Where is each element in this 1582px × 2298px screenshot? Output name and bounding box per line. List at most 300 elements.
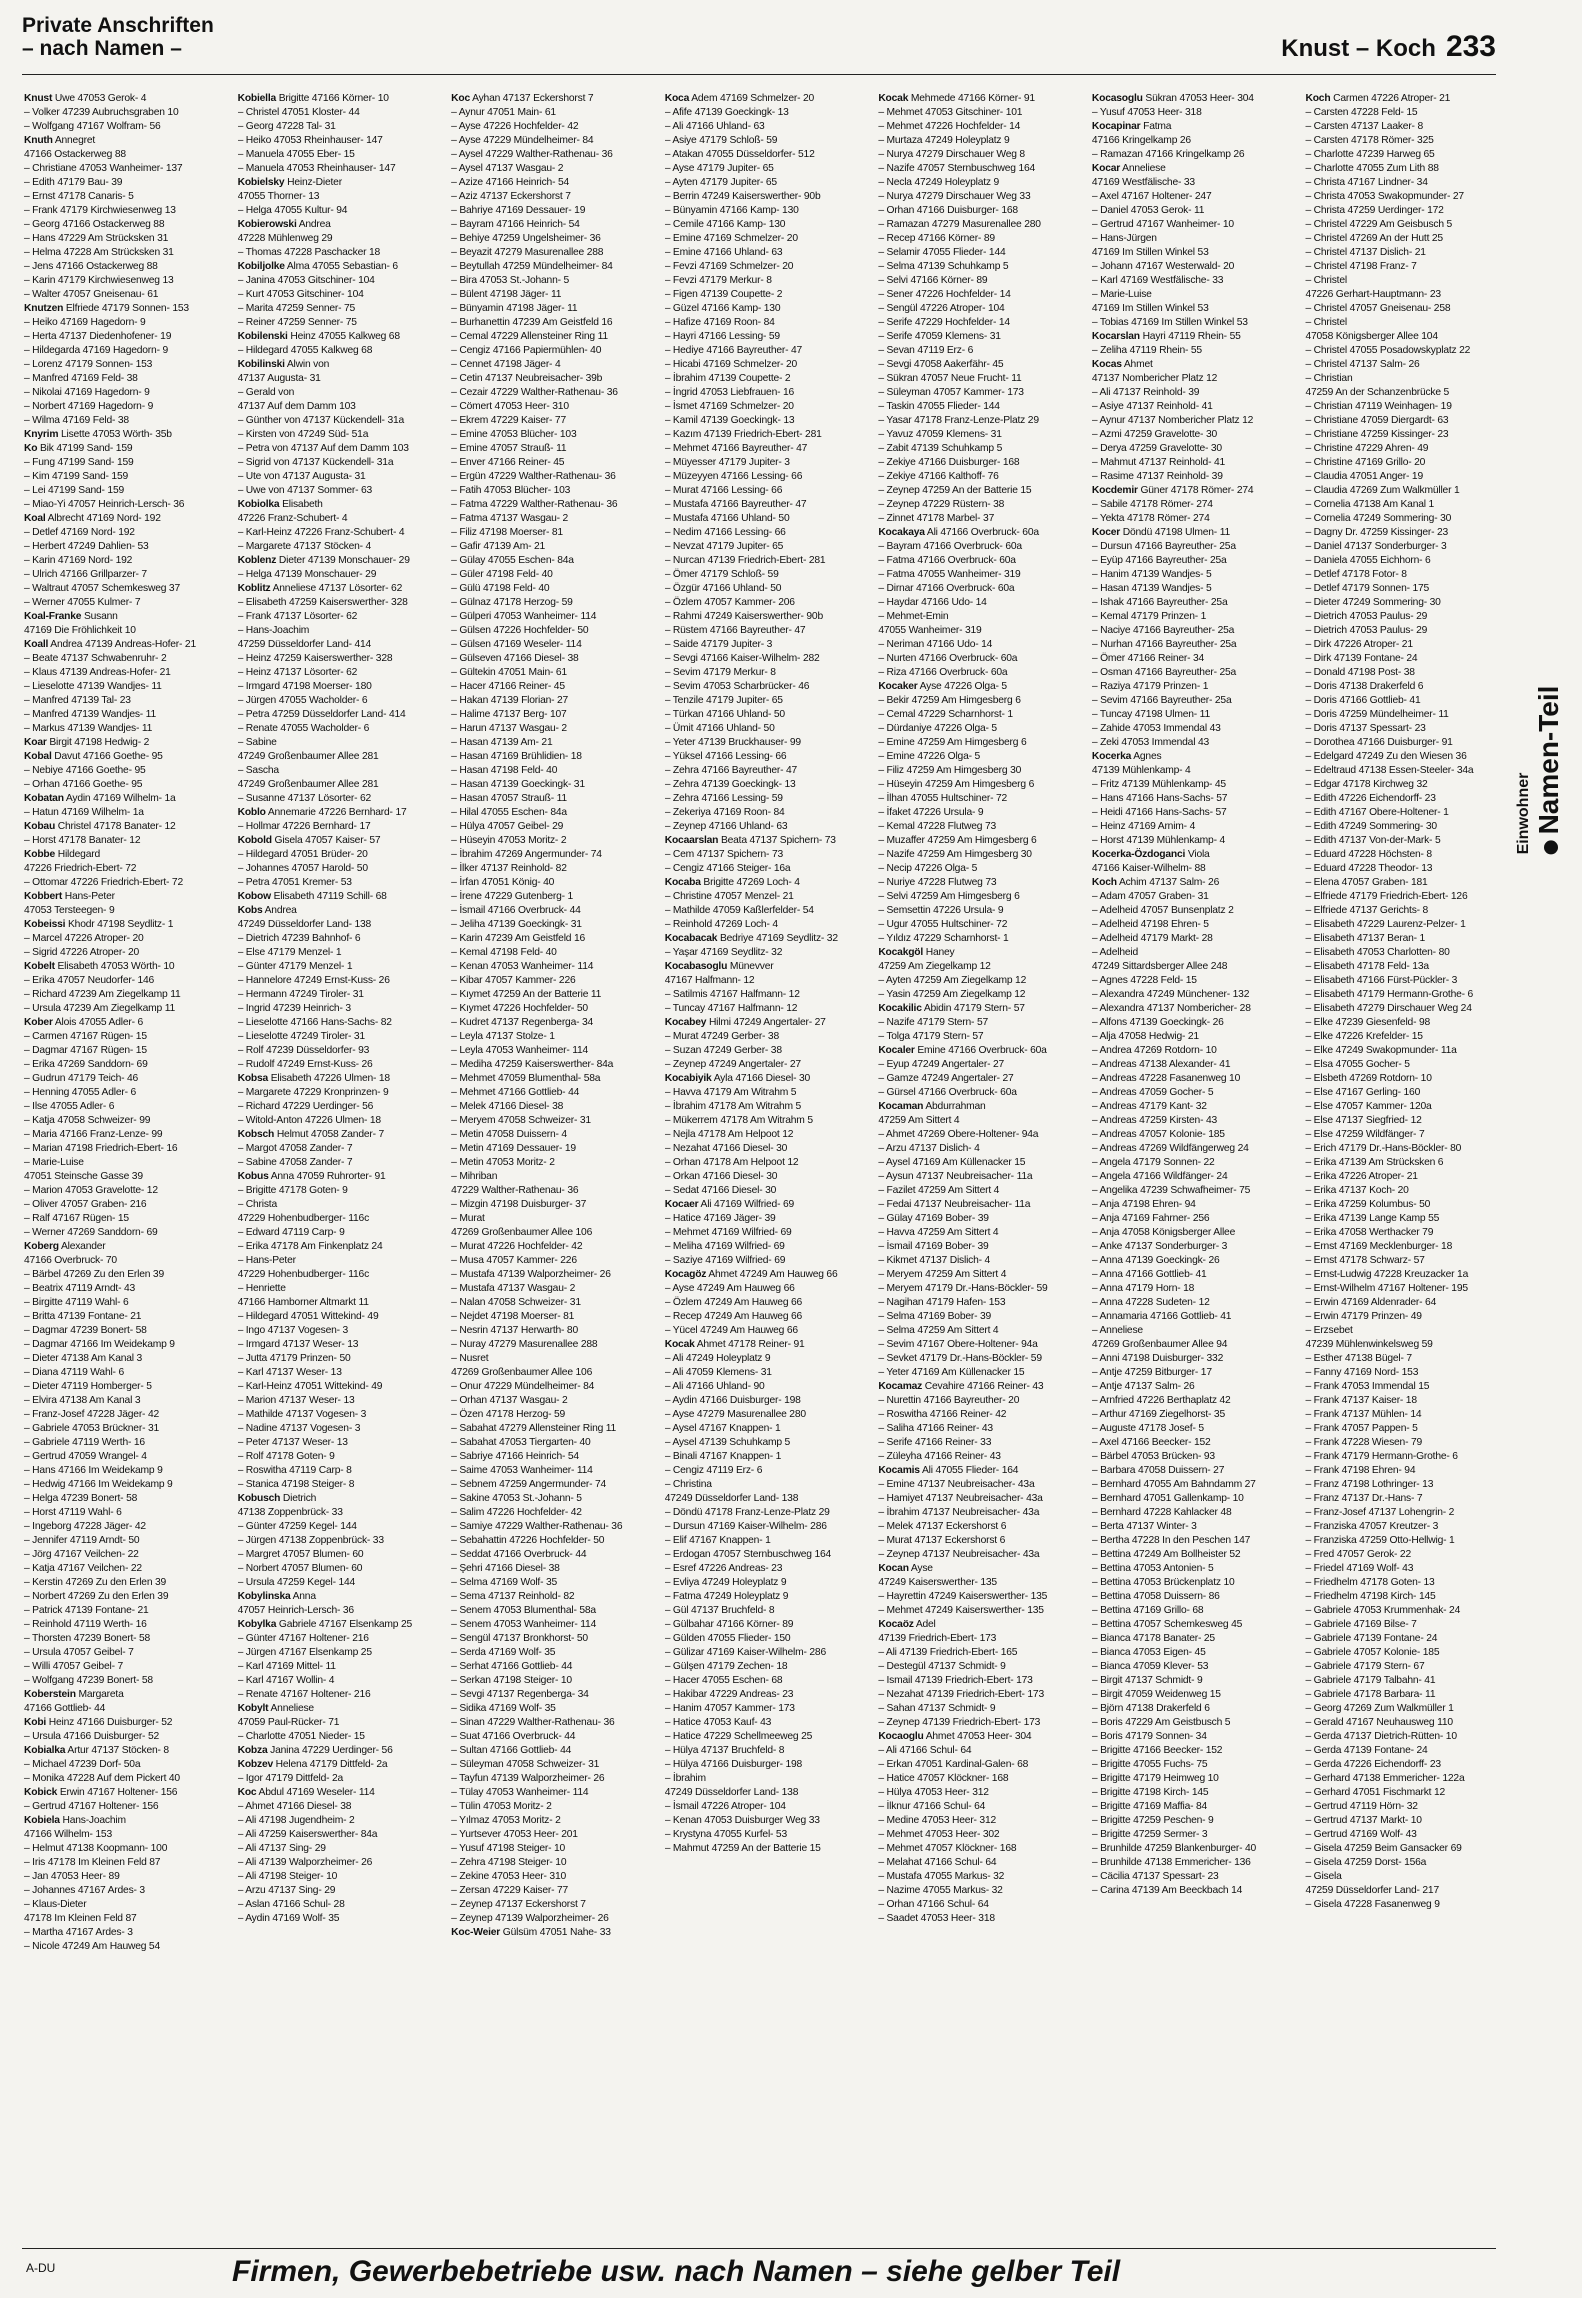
surname: Kobow xyxy=(237,891,271,902)
entry-details: – Carsten 47137 Laaker- 8 xyxy=(1305,121,1423,132)
entry-details: – Dietrich 47053 Paulus- 29 xyxy=(1305,625,1428,636)
entry-details: – Bettina 47053 Brückenplatz 10 xyxy=(1091,1577,1235,1588)
entry-details: 47229 Hohenbudberger- 116c xyxy=(237,1213,370,1224)
listing-entry xyxy=(238,652,447,666)
entry-details: – Hüseyin 47259 Am Himgesberg 6 xyxy=(878,779,1035,790)
entry-details: – Dirk 47139 Fontane- 24 xyxy=(1305,653,1418,664)
listing-entry xyxy=(1305,1240,1514,1254)
listing-entry xyxy=(24,932,233,946)
entry-details: – Zekiye 47166 Duisburger- 168 xyxy=(878,457,1020,468)
entry-details: – Kamil 47139 Goeckingk- 13 xyxy=(664,415,795,426)
entry-details: – Raziya 47179 Prinzen- 1 xyxy=(1091,681,1209,692)
entry-details: Dietrich xyxy=(282,1493,317,1504)
entry-details: – Dagmar 47167 Rügen- 15 xyxy=(24,1045,147,1056)
entry-details: Anna 47059 Ruhrorter- 91 xyxy=(270,1171,386,1182)
listing-entry xyxy=(665,1282,874,1296)
entry-details: – Antje 47137 Salm- 26 xyxy=(1091,1381,1195,1392)
listing-entry xyxy=(238,190,447,204)
listing-entry xyxy=(451,1324,660,1338)
listing-entry xyxy=(665,484,874,498)
listing-entry xyxy=(451,1030,660,1044)
entry-details: – Lorenz 47179 Sonnen- 153 xyxy=(24,359,153,370)
surname: Kocas xyxy=(1091,359,1122,370)
entry-details: – Kenan 47053 Wanheimer- 114 xyxy=(451,961,594,972)
entry-details: Bedriye 47169 Seydlitz- 32 xyxy=(719,933,838,944)
listing-entry xyxy=(665,358,874,372)
entry-details: – Derya 47259 Gravelotte- 30 xyxy=(1091,443,1222,454)
entry-details: – Dirk 47226 Atroper- 21 xyxy=(1305,639,1413,650)
listing-entry xyxy=(24,1002,233,1016)
listing-entry xyxy=(238,1618,447,1632)
entry-details: – Gamze 47249 Angertaler- 27 xyxy=(878,1073,1014,1084)
listing-entry xyxy=(665,442,874,456)
entry-details: – Roswitha 47119 Carp- 8 xyxy=(237,1465,352,1476)
listing-entry xyxy=(665,750,874,764)
listing-entry xyxy=(238,1170,447,1184)
listing-entry xyxy=(24,1324,233,1338)
surname: Kocapinar xyxy=(1091,121,1141,132)
listing-entry xyxy=(24,1898,233,1912)
entry-details: – Gertrud 47169 Wolf- 43 xyxy=(1305,1829,1417,1840)
entry-details: 47259 Düsseldorfer Land- 217 xyxy=(1305,1885,1439,1896)
listing-entry xyxy=(665,1044,874,1058)
entry-details: – Suat 47166 Overbruck- 44 xyxy=(451,1731,576,1742)
listing-entry xyxy=(1092,344,1301,358)
entry-details: Hans-Joachim xyxy=(62,1815,126,1826)
entry-details: – Marie-Luise xyxy=(1091,289,1152,300)
listing-entry xyxy=(238,274,447,288)
entry-details: – Dietrich 47053 Paulus- 29 xyxy=(1305,611,1428,622)
listing-entry xyxy=(665,666,874,680)
listing-entry xyxy=(1092,1646,1301,1660)
listing-entry xyxy=(1092,932,1301,946)
entry-details: – Bettina 47169 Grillo- 68 xyxy=(1091,1605,1204,1616)
listing-entry xyxy=(1092,1660,1301,1674)
listing-entry xyxy=(24,610,233,624)
entry-details: 47226 Friedrich-Ebert- 72 xyxy=(24,863,137,874)
listing-entry xyxy=(878,92,1087,106)
entry-details: – Bärbel 47269 Zu den Erlen 39 xyxy=(24,1269,164,1280)
entry-details: – Doris 47138 Drakerfeld 6 xyxy=(1305,681,1424,692)
entry-details: – Emine 47259 Am Himgesberg 6 xyxy=(878,737,1027,748)
listing-column xyxy=(665,92,874,2242)
entry-details: – Hasan 47139 Wandjes- 5 xyxy=(1091,583,1212,594)
listing-entry xyxy=(878,792,1087,806)
listing-entry xyxy=(451,246,660,260)
entry-details: – Sinan 47229 Walther-Rathenau- 36 xyxy=(451,1717,615,1728)
entry-details: – Fevzi 47179 Merkur- 8 xyxy=(664,275,772,286)
listing-entry xyxy=(1305,1506,1514,1520)
entry-details: – Doris 47259 Mündelheimer- 11 xyxy=(1305,709,1449,720)
listing-entry xyxy=(451,1674,660,1688)
entry-details: – Özgür 47166 Uhland- 50 xyxy=(664,583,782,594)
listing-entry xyxy=(665,400,874,414)
listing-entry xyxy=(24,652,233,666)
entry-details: – İlhan 47055 Hultschiner- 72 xyxy=(878,793,1008,804)
entry-details: – İsmail 47169 Bober- 39 xyxy=(878,1241,989,1252)
listing-entry xyxy=(24,624,233,638)
listing-entry xyxy=(238,1002,447,1016)
entry-details: – Burhanettin 47239 Am Geistfeld 16 xyxy=(451,317,613,328)
listing-entry xyxy=(1305,1856,1514,1870)
listing-entry xyxy=(665,176,874,190)
entry-details: – Sabile 47178 Römer- 274 xyxy=(1091,499,1213,510)
listing-entry xyxy=(1092,764,1301,778)
listing-entry xyxy=(1092,1884,1301,1898)
surname: Kocdemir xyxy=(1091,485,1138,496)
entry-details: – Heinz 47259 Kaiserswerther- 328 xyxy=(237,653,393,664)
entry-details: – Georg 47269 Zum Walkmüller 1 xyxy=(1305,1703,1454,1714)
entry-details: – Türkan 47166 Uhland- 50 xyxy=(664,709,785,720)
surname: Koc xyxy=(451,93,471,104)
entry-details: – Süleyman 47057 Kammer- 173 xyxy=(878,387,1024,398)
listing-entry xyxy=(238,568,447,582)
entry-details: – Senem 47053 Wanheimer- 114 xyxy=(451,1619,597,1630)
entry-details: Helmut 47058 Zander- 7 xyxy=(276,1129,385,1140)
listing-entry xyxy=(878,722,1087,736)
listing-entry xyxy=(24,1716,233,1730)
listing-entry xyxy=(24,316,233,330)
entry-details: – Detlef 47178 Fotor- 8 xyxy=(1305,569,1407,580)
entry-details: – Eduard 47228 Höchsten- 8 xyxy=(1305,849,1432,860)
listing-entry xyxy=(665,1786,874,1800)
entry-details: – Anja 47169 Fahrner- 256 xyxy=(1091,1213,1210,1224)
surname: Kobus xyxy=(237,1171,269,1182)
listing-entry xyxy=(238,1534,447,1548)
listing-entry xyxy=(238,1492,447,1506)
listing-entry xyxy=(1092,190,1301,204)
listing-entry xyxy=(451,106,660,120)
entry-details: 47178 Im Kleinen Feld 87 xyxy=(24,1913,137,1924)
listing-entry xyxy=(665,1660,874,1674)
entry-details: 47169 Die Fröhlichkeit 10 xyxy=(24,625,136,636)
entry-details: – Kibar 47057 Kammer- 226 xyxy=(451,975,576,986)
listing-entry xyxy=(451,1758,660,1772)
entry-details: – Serife 47166 Reiner- 33 xyxy=(878,1437,992,1448)
listing-entry xyxy=(451,1562,660,1576)
listing-entry xyxy=(878,1072,1087,1086)
listing-entry xyxy=(238,1422,447,1436)
entry-details: – Andreas 47179 Kant- 32 xyxy=(1091,1101,1207,1112)
listing-entry xyxy=(1305,582,1514,596)
entry-details: – Andrea 47269 Rotdorn- 10 xyxy=(1091,1045,1217,1056)
listing-entry xyxy=(1305,890,1514,904)
listing-entry xyxy=(878,890,1087,904)
entry-details: – Lieselotte 47249 Tiroler- 31 xyxy=(237,1031,365,1042)
entry-details: – Birgit 47059 Weidenweg 15 xyxy=(1091,1689,1221,1700)
listing-entry xyxy=(238,764,447,778)
listing-entry xyxy=(24,1436,233,1450)
entry-details: – Igor 47179 Dittfeld- 2a xyxy=(237,1773,344,1784)
entry-details: – Neriman 47166 Udo- 14 xyxy=(878,639,993,650)
listing-entry xyxy=(451,1828,660,1842)
listing-entry xyxy=(238,624,447,638)
listing-entry xyxy=(24,1254,233,1268)
listing-entry xyxy=(878,1520,1087,1534)
entry-details: – Herbert 47249 Dahlien- 53 xyxy=(24,541,149,552)
listing-entry xyxy=(451,1576,660,1590)
listing-entry xyxy=(238,680,447,694)
listing-entry xyxy=(24,666,233,680)
listing-entry xyxy=(665,274,874,288)
entry-details: – Britta 47139 Fontane- 21 xyxy=(24,1311,142,1322)
listing-entry xyxy=(878,960,1087,974)
entry-details: – Ümit 47166 Uhland- 50 xyxy=(664,723,775,734)
entry-details: – Gürsel 47166 Overbruck- 60a xyxy=(878,1087,1017,1098)
listing-entry xyxy=(1305,652,1514,666)
listing-entry xyxy=(238,1576,447,1590)
entry-details: Christel 47178 Banater- 12 xyxy=(57,821,176,832)
listing-entry xyxy=(1305,288,1514,302)
entry-details: – Gülsen 47226 Hochfelder- 50 xyxy=(451,625,589,636)
entry-details: – Salim 47226 Hochfelder- 42 xyxy=(451,1507,582,1518)
entry-details: – Franz 47137 Dr.-Hans- 7 xyxy=(1305,1493,1423,1504)
entry-details: Khodr 47198 Seydlitz- 1 xyxy=(68,919,174,930)
listing-entry xyxy=(24,1772,233,1786)
entry-details: – Brigitte 47055 Fuchs- 75 xyxy=(1091,1759,1208,1770)
listing-entry xyxy=(238,918,447,932)
entry-details: – Christel 47137 Salm- 26 xyxy=(1305,359,1420,370)
listing-entry xyxy=(665,1030,874,1044)
listing-entry xyxy=(665,1772,874,1786)
entry-details: – Anja 47058 Königsberger Allee xyxy=(1091,1227,1236,1238)
listing-entry xyxy=(878,386,1087,400)
entry-details: – Erika 47226 Atroper- 21 xyxy=(1305,1171,1418,1182)
listing-entry xyxy=(238,1478,447,1492)
listing-entry xyxy=(665,1828,874,1842)
side-tab-section xyxy=(1533,686,1565,855)
entry-details: – Michael 47239 Dorf- 50a xyxy=(24,1759,141,1770)
entry-details: Elisabeth 47119 Schill- 68 xyxy=(273,891,387,902)
entry-details: – Frank 47137 Kaiser- 18 xyxy=(1305,1395,1417,1406)
listing-entry xyxy=(1092,1870,1301,1884)
entry-details: – Aziz 47137 Eckershorst 7 xyxy=(451,191,571,202)
listing-entry xyxy=(665,1618,874,1632)
entry-details: 47226 Franz-Schubert- 4 xyxy=(237,513,348,524)
listing-entry xyxy=(878,918,1087,932)
entry-details: – Zeynep 47137 Neubreisacher- 43a xyxy=(878,1549,1040,1560)
entry-details: – Suzan 47249 Gerber- 38 xyxy=(664,1045,782,1056)
entry-details: – Ulrich 47166 Grillparzer- 7 xyxy=(24,569,147,580)
entry-details: – Christa 47259 Uerdinger- 172 xyxy=(1305,205,1444,216)
entry-details: – Nejla 47178 Am Helpoot 12 xyxy=(664,1129,794,1140)
listing-entry xyxy=(878,820,1087,834)
listing-entry xyxy=(451,1688,660,1702)
entry-details: – Berta 47137 Winter- 3 xyxy=(1091,1521,1197,1532)
listing-entry xyxy=(451,1198,660,1212)
entry-details: – Metin 47053 Moritz- 2 xyxy=(451,1157,555,1168)
listing-entry xyxy=(451,218,660,232)
entry-details: – Dietrich 47239 Bahnhof- 6 xyxy=(237,933,361,944)
listing-entry xyxy=(238,512,447,526)
entry-details: Hayri 47119 Rhein- 55 xyxy=(1142,331,1241,342)
entry-details: – Yurtsever 47053 Heer- 201 xyxy=(451,1829,578,1840)
listing-entry xyxy=(1305,918,1514,932)
listing-entry xyxy=(238,1716,447,1730)
listing-entry xyxy=(24,1506,233,1520)
listing-entry xyxy=(24,1842,233,1856)
surname: Kobza xyxy=(237,1745,268,1756)
listing-entry xyxy=(665,820,874,834)
listing-entry xyxy=(24,1856,233,1870)
entry-details: – Azize 47166 Heinrich- 54 xyxy=(451,177,570,188)
surname: Koch xyxy=(1091,877,1117,888)
entry-details: – Hediye 47166 Bayreuther- 47 xyxy=(664,345,803,356)
entry-details: – Halime 47137 Berg- 107 xyxy=(451,709,567,720)
entry-details: – Jutta 47179 Prinzen- 50 xyxy=(237,1353,351,1364)
listing-column xyxy=(24,92,233,2242)
entry-details: – Dürdaniye 47226 Olga- 5 xyxy=(878,723,997,734)
listing-entry xyxy=(238,708,447,722)
listing-entry xyxy=(238,1912,447,1926)
entry-details: – Sema 47137 Reinhold- 82 xyxy=(451,1591,575,1602)
entry-details: – Zeynep 47249 Angertaler- 27 xyxy=(664,1059,801,1070)
listing-entry xyxy=(1305,960,1514,974)
entry-details: – Bünyamin 47198 Jäger- 11 xyxy=(451,303,578,314)
listing-entry xyxy=(1305,148,1514,162)
listing-entry xyxy=(451,1814,660,1828)
entry-details: – Ernst 47169 Mecklenburger- 18 xyxy=(1305,1241,1453,1252)
listing-entry xyxy=(451,1212,660,1226)
entry-details: – Ayse 47179 Jupiter- 65 xyxy=(664,163,774,174)
listing-entry xyxy=(238,1254,447,1268)
listing-entry xyxy=(1092,1702,1301,1716)
entry-details: – Willi 47057 Geibel- 7 xyxy=(24,1661,123,1672)
entry-details: – Gerda 47226 Eichendorff- 23 xyxy=(1305,1759,1441,1770)
entry-details: 47269 Großenbaumer Allee 106 xyxy=(451,1227,593,1238)
listing-entry xyxy=(665,1758,874,1772)
entry-details: – Edelgard 47249 Zu den Wiesen 36 xyxy=(1305,751,1467,762)
entry-details: 47259 Am Sittert 4 xyxy=(878,1115,960,1126)
listing-entry xyxy=(878,1324,1087,1338)
entry-details: – Bettina 47053 Antonien- 5 xyxy=(1091,1563,1214,1574)
listing-entry xyxy=(24,302,233,316)
entry-details: – Hülya 47057 Geibel- 29 xyxy=(451,821,564,832)
listing-entry xyxy=(878,806,1087,820)
listing-entry xyxy=(665,1184,874,1198)
entry-details: Aydin 47169 Wilhelm- 1a xyxy=(65,793,176,804)
listing-entry xyxy=(451,638,660,652)
listing-entry xyxy=(1305,834,1514,848)
entry-details: – Gülizar 47169 Kaiser-Wilhelm- 286 xyxy=(664,1647,826,1658)
listing-entry xyxy=(24,1660,233,1674)
entry-details: Ayla 47166 Diesel- 30 xyxy=(713,1073,811,1084)
entry-details: Viola xyxy=(1187,849,1210,860)
listing-entry xyxy=(878,1422,1087,1436)
entry-details: – Heiko 47053 Rheinhauser- 147 xyxy=(237,135,383,146)
listing-entry xyxy=(451,470,660,484)
entry-details: – Erich 47179 Dr.-Hans-Böckler- 80 xyxy=(1305,1143,1462,1154)
listing-entry xyxy=(665,834,874,848)
entry-details: – Nurya 47279 Dirschauer Weg 8 xyxy=(878,149,1025,160)
listing-entry xyxy=(1092,400,1301,414)
listing-entry xyxy=(665,974,874,988)
listing-entry xyxy=(451,890,660,904)
listing-entry xyxy=(665,1450,874,1464)
listing-entry xyxy=(665,512,874,526)
entry-details: – Zeki 47053 Immendal 43 xyxy=(1091,737,1210,748)
listing-entry xyxy=(238,1604,447,1618)
listing-entry xyxy=(451,652,660,666)
listing-entry xyxy=(24,764,233,778)
listing-entry xyxy=(665,1464,874,1478)
entry-details: – Yüksel 47166 Lessing- 66 xyxy=(664,751,787,762)
entry-details: – Richard 47229 Uerdinger- 56 xyxy=(237,1101,374,1112)
listing-entry xyxy=(1092,736,1301,750)
entry-details: – Christel 47057 Gneisenau- 258 xyxy=(1305,303,1451,314)
section-side-tab xyxy=(1504,620,1576,920)
listing-entry xyxy=(665,792,874,806)
listing-entry xyxy=(878,694,1087,708)
listing-entry xyxy=(451,1786,660,1800)
listing-entry xyxy=(1092,890,1301,904)
listing-entry xyxy=(1092,1254,1301,1268)
entry-details: – Franz-Josef 47137 Lohengrin- 2 xyxy=(1305,1507,1455,1518)
listing-entry xyxy=(878,456,1087,470)
listing-entry xyxy=(24,1030,233,1044)
surname: Kocak xyxy=(664,1339,695,1350)
listing-entry xyxy=(665,288,874,302)
entry-details: 47169 Im Stillen Winkel 53 xyxy=(1091,303,1209,314)
listing-entry xyxy=(1305,1184,1514,1198)
entry-details: – Dursun 47169 Kaiser-Wilhelm- 286 xyxy=(664,1521,827,1532)
listing-entry xyxy=(24,1534,233,1548)
listing-entry xyxy=(451,1842,660,1856)
entry-details: Lisette 47053 Wörth- 35b xyxy=(60,429,172,440)
entry-details: – İlker 47137 Reinhold- 82 xyxy=(451,863,567,874)
listing-entry xyxy=(1092,554,1301,568)
listing-entry xyxy=(238,1464,447,1478)
entry-details: – Walter 47057 Gneisenau- 61 xyxy=(24,289,159,300)
listing-entry xyxy=(24,540,233,554)
entry-details: – Sabriye 47166 Heinrich- 54 xyxy=(451,1451,579,1462)
entry-details: – Müyesser 47179 Jupiter- 3 xyxy=(664,457,790,468)
entry-details: – Tayfun 47139 Walporzheimer- 26 xyxy=(451,1773,605,1784)
entry-details: – Hakan 47139 Florian- 27 xyxy=(451,695,569,706)
listing-entry xyxy=(24,1674,233,1688)
listing-entry xyxy=(24,1282,233,1296)
surname: Koc xyxy=(237,1787,257,1798)
listing-entry xyxy=(878,1436,1087,1450)
listing-entry xyxy=(238,540,447,554)
entry-details: – Emine 47166 Uhland- 63 xyxy=(664,247,783,258)
entry-details: – Hacer 47166 Reiner- 45 xyxy=(451,681,565,692)
entry-details: – Anna 47166 Gottlieb- 41 xyxy=(1091,1269,1207,1280)
entry-details: Hilmi 47249 Angertaler- 27 xyxy=(708,1017,826,1028)
listing-entry xyxy=(451,344,660,358)
entry-details: – Mizgin 47198 Duisburger- 37 xyxy=(451,1199,587,1210)
entry-details: 47249 Düsseldorfer Land- 138 xyxy=(664,1787,799,1798)
listing-entry xyxy=(665,1086,874,1100)
entry-details: – Hülya 47053 Heer- 312 xyxy=(878,1787,989,1798)
entry-details: – Gisela 47259 Dorst- 156a xyxy=(1305,1857,1427,1868)
surname: Kocabiyik xyxy=(664,1073,712,1084)
listing-entry xyxy=(24,1800,233,1814)
listing-entry xyxy=(238,386,447,400)
surname: Kocaoglu xyxy=(878,1731,924,1742)
listing-entry xyxy=(451,1492,660,1506)
entry-details: – Carsten 47178 Römer- 325 xyxy=(1305,135,1434,146)
entry-details: – Eyup 47249 Angertaler- 27 xyxy=(878,1059,1005,1070)
listing-entry xyxy=(1305,568,1514,582)
listing-entry xyxy=(665,708,874,722)
listing-entry xyxy=(878,1142,1087,1156)
listing-entry xyxy=(1092,1520,1301,1534)
entry-details: – Ergün 47229 Walther-Rathenau- 36 xyxy=(451,471,616,482)
listing-entry xyxy=(1092,1170,1301,1184)
listing-entry xyxy=(1305,1478,1514,1492)
listing-entry xyxy=(665,1380,874,1394)
